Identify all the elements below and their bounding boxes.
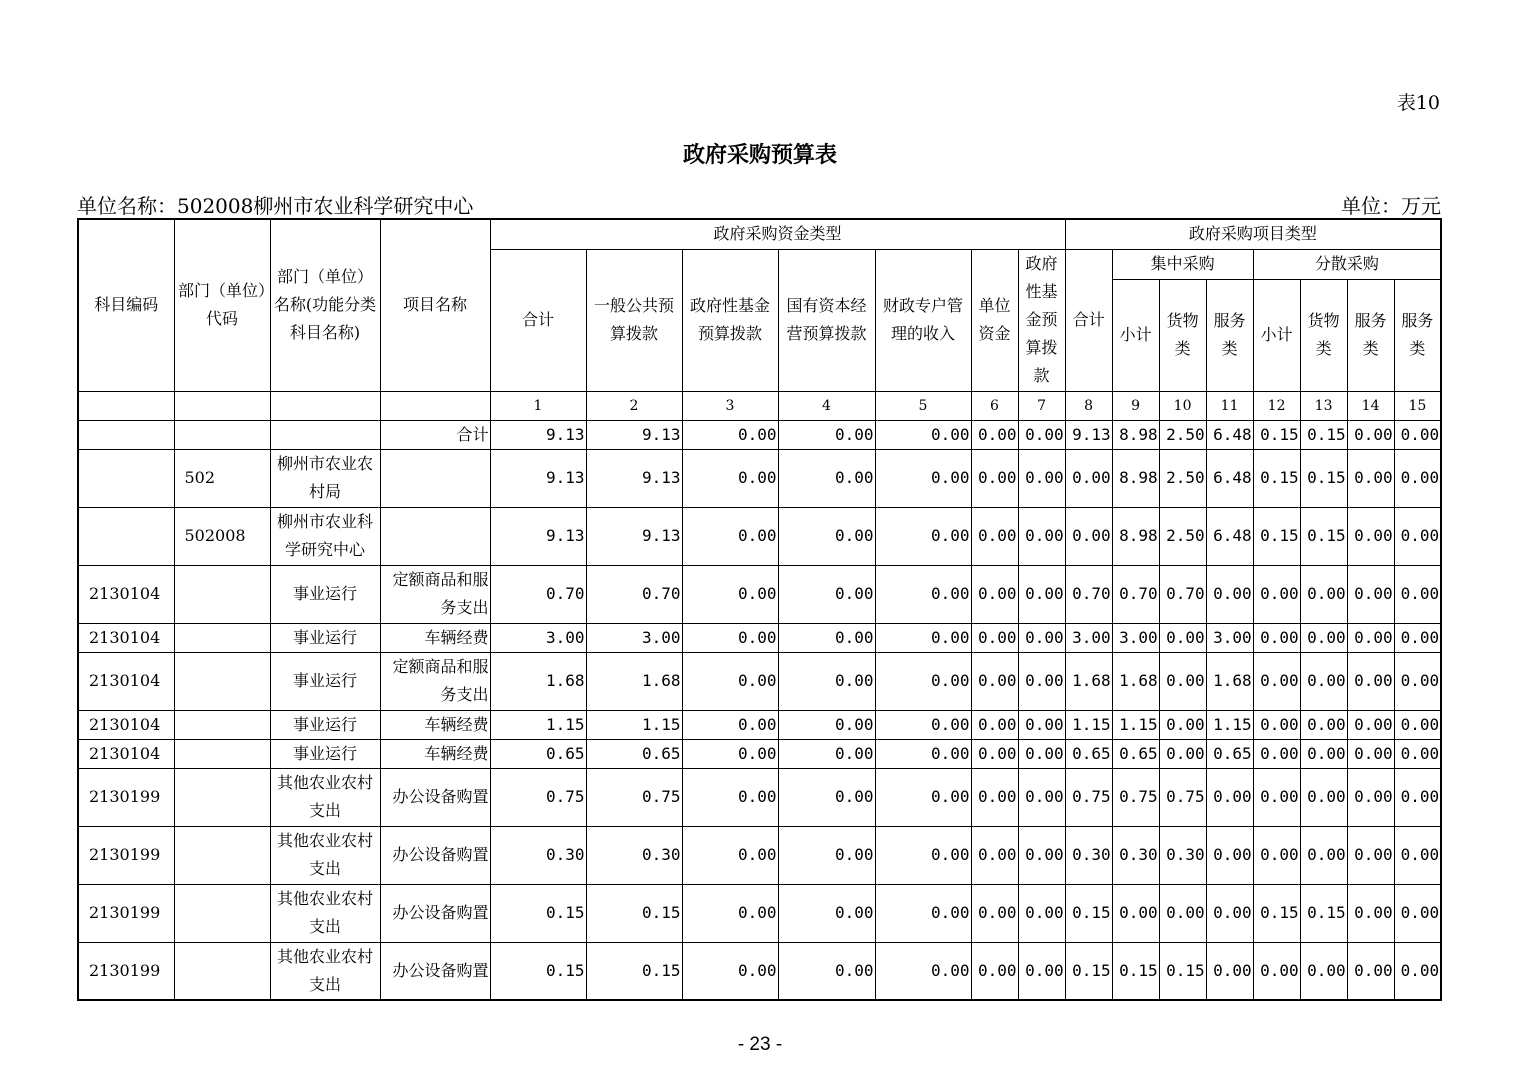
column-number: 2 — [586, 391, 682, 420]
cell-project-name — [380, 449, 490, 507]
cell-value: 0.15 — [1300, 507, 1347, 565]
cell-value: 0.00 — [1018, 710, 1065, 739]
cell-subject-code: 2130104 — [78, 652, 174, 710]
cell-value: 3.00 — [586, 623, 682, 652]
header-centralized-col: 货物类 — [1159, 279, 1206, 391]
cell-dept-name: 事业运行 — [270, 710, 380, 739]
cell-value: 0.00 — [875, 826, 971, 884]
column-number: 10 — [1159, 391, 1206, 420]
header-dept-name: 部门（单位）名称(功能分类科目名称) — [270, 219, 380, 391]
cell-value: 0.65 — [1065, 739, 1112, 768]
cell-value: 0.00 — [1159, 623, 1206, 652]
cell-value: 0.00 — [1347, 884, 1394, 942]
cell-value: 0.30 — [490, 826, 586, 884]
header-proj-total: 合计 — [1065, 249, 1112, 391]
cell-value: 0.00 — [971, 449, 1018, 507]
cell-value: 0.70 — [1065, 565, 1112, 623]
table-row — [78, 449, 1441, 507]
cell-value: 0.00 — [1159, 739, 1206, 768]
cell-value: 0.15 — [1112, 942, 1159, 1000]
cell-value: 1.68 — [1112, 652, 1159, 710]
cell-value: 0.15 — [1253, 420, 1300, 449]
cell-value: 2.50 — [1159, 420, 1206, 449]
cell-value: 0.00 — [778, 652, 875, 710]
header-centralized: 集中采购 — [1112, 249, 1253, 279]
cell-value: 0.00 — [1347, 449, 1394, 507]
cell-value: 0.00 — [1018, 420, 1065, 449]
cell-value: 0.00 — [1018, 652, 1065, 710]
cell-value: 0.75 — [1112, 768, 1159, 826]
cell-value: 0.00 — [1394, 739, 1441, 768]
cell-dept-code — [174, 826, 270, 884]
cell-value: 0.00 — [1394, 942, 1441, 1000]
cell-value: 0.15 — [1300, 449, 1347, 507]
cell-project-name: 合计 — [380, 420, 490, 449]
cell-value: 8.98 — [1112, 420, 1159, 449]
column-number: 1 — [490, 391, 586, 420]
cell-value: 1.15 — [1206, 710, 1253, 739]
cell-value: 9.13 — [586, 420, 682, 449]
cell-value: 9.13 — [490, 507, 586, 565]
cell-value: 0.15 — [1300, 884, 1347, 942]
cell-value: 0.00 — [682, 826, 778, 884]
cell-dept-name: 其他农业农村支出 — [270, 768, 380, 826]
cell-value: 0.00 — [1253, 739, 1300, 768]
cell-value: 3.00 — [1206, 623, 1253, 652]
cell-value: 0.00 — [971, 652, 1018, 710]
cell-value: 0.00 — [1347, 565, 1394, 623]
cell-value: 0.00 — [1300, 710, 1347, 739]
cell-value: 0.00 — [1253, 942, 1300, 1000]
cell-dept-code — [174, 652, 270, 710]
cell-value: 0.00 — [682, 884, 778, 942]
unit-row — [77, 190, 1441, 216]
cell-value: 0.70 — [1112, 565, 1159, 623]
cell-dept-code — [174, 710, 270, 739]
cell-value: 0.00 — [1018, 739, 1065, 768]
cell-value: 0.15 — [1065, 942, 1112, 1000]
cell-value: 0.00 — [1018, 942, 1065, 1000]
cell-value: 0.00 — [1347, 710, 1394, 739]
cell-value: 0.00 — [778, 884, 875, 942]
cell-value: 0.00 — [1347, 507, 1394, 565]
cell-value: 0.00 — [1347, 623, 1394, 652]
cell-value: 0.00 — [778, 739, 875, 768]
cell-dept-code — [174, 884, 270, 942]
cell-value: 9.13 — [490, 420, 586, 449]
cell-value: 9.13 — [1065, 420, 1112, 449]
cell-value: 0.70 — [586, 565, 682, 623]
cell-dept-name: 其他农业农村支出 — [270, 826, 380, 884]
column-number: 12 — [1253, 391, 1300, 420]
column-number: 13 — [1300, 391, 1347, 420]
header-decentralized-col: 货物类 — [1300, 279, 1347, 391]
cell-value: 0.00 — [1018, 565, 1065, 623]
cell-value: 0.00 — [1253, 623, 1300, 652]
cell-project-name — [380, 507, 490, 565]
cell-value: 0.00 — [1018, 884, 1065, 942]
cell-value: 0.00 — [1394, 565, 1441, 623]
cell-value: 3.00 — [1112, 623, 1159, 652]
column-number: 7 — [1018, 391, 1065, 420]
cell-value: 3.00 — [490, 623, 586, 652]
cell-value: 0.30 — [1159, 826, 1206, 884]
header-fund-col: 财政专户管理的收入 — [875, 249, 971, 391]
cell-value: 0.00 — [1065, 449, 1112, 507]
cell-value: 0.00 — [875, 652, 971, 710]
cell-value: 0.75 — [586, 768, 682, 826]
table-row — [78, 739, 1441, 768]
header-decentralized: 分散采购 — [1253, 249, 1441, 279]
cell-value: 0.65 — [1112, 739, 1159, 768]
cell-value: 0.00 — [1347, 768, 1394, 826]
cell-value: 0.00 — [682, 652, 778, 710]
cell-dept-name: 事业运行 — [270, 565, 380, 623]
column-number: 9 — [1112, 391, 1159, 420]
cell-value: 0.00 — [1300, 739, 1347, 768]
cell-value: 3.00 — [1065, 623, 1112, 652]
cell-project-name: 定额商品和服务支出 — [380, 652, 490, 710]
cell-dept-name: 其他农业农村支出 — [270, 884, 380, 942]
header-fund-col: 政府性基金预算拨款 — [682, 249, 778, 391]
header-fund-col: 单位资金 — [971, 249, 1018, 391]
cell-value: 0.00 — [1159, 710, 1206, 739]
cell-project-name: 车辆经费 — [380, 623, 490, 652]
table-row — [78, 768, 1441, 826]
cell-value: 0.00 — [971, 768, 1018, 826]
cell-project-name: 定额商品和服务支出 — [380, 565, 490, 623]
cell-value: 0.00 — [682, 449, 778, 507]
cell-value: 0.00 — [875, 507, 971, 565]
cell-value: 1.68 — [1065, 652, 1112, 710]
header-project-name: 项目名称 — [380, 219, 490, 391]
cell-value: 0.00 — [1347, 826, 1394, 884]
column-number: 3 — [682, 391, 778, 420]
cell-value: 0.00 — [1300, 826, 1347, 884]
cell-dept-code: 502008 — [174, 507, 270, 565]
cell-dept-name: 其他农业农村支出 — [270, 942, 380, 1000]
cell-value: 0.00 — [1394, 884, 1441, 942]
cell-dept-name: 柳州市农业农村局 — [270, 449, 380, 507]
cell-value: 0.00 — [1300, 942, 1347, 1000]
header-decentralized-col: 服务类 — [1394, 279, 1441, 391]
cell-value: 9.13 — [490, 449, 586, 507]
cell-value: 0.00 — [875, 710, 971, 739]
cell-value: 1.15 — [1065, 710, 1112, 739]
cell-subject-code: 2130199 — [78, 768, 174, 826]
cell-dept-name: 柳州市农业科学研究中心 — [270, 507, 380, 565]
cell-value: 0.00 — [1347, 942, 1394, 1000]
cell-subject-code: 2130104 — [78, 739, 174, 768]
column-number: 15 — [1394, 391, 1441, 420]
cell-value: 0.00 — [1253, 565, 1300, 623]
cell-dept-code — [174, 420, 270, 449]
header-dept-code: 部门（单位）代码 — [174, 219, 270, 391]
cell-value: 0.00 — [1206, 942, 1253, 1000]
cell-value: 8.98 — [1112, 507, 1159, 565]
table-row — [78, 623, 1441, 652]
cell-value: 0.00 — [682, 623, 778, 652]
cell-subject-code: 2130104 — [78, 710, 174, 739]
cell-value: 0.00 — [682, 739, 778, 768]
cell-value: 0.15 — [1300, 420, 1347, 449]
cell-value: 0.00 — [1018, 507, 1065, 565]
header-fund-col: 国有资本经营预算拨款 — [778, 249, 875, 391]
cell-value: 6.48 — [1206, 449, 1253, 507]
cell-value: 0.00 — [971, 710, 1018, 739]
cell-value: 0.15 — [586, 942, 682, 1000]
cell-value: 0.00 — [682, 942, 778, 1000]
cell-subject-code — [78, 420, 174, 449]
cell-value: 0.00 — [682, 565, 778, 623]
cell-value: 0.00 — [1394, 768, 1441, 826]
cell-value: 1.15 — [586, 710, 682, 739]
cell-value: 0.15 — [1159, 942, 1206, 1000]
procurement-budget-table — [77, 218, 1442, 1001]
cell-dept-name: 事业运行 — [270, 739, 380, 768]
header-centralized-col: 服务类 — [1206, 279, 1253, 391]
cell-value: 0.00 — [682, 768, 778, 826]
cell-value: 0.00 — [778, 942, 875, 1000]
column-number: 6 — [971, 391, 1018, 420]
cell-subject-code: 2130104 — [78, 565, 174, 623]
cell-value: 0.00 — [1300, 768, 1347, 826]
cell-value: 1.15 — [1112, 710, 1159, 739]
cell-value: 0.30 — [1112, 826, 1159, 884]
cell-value: 0.15 — [1065, 884, 1112, 942]
cell-value: 0.00 — [875, 768, 971, 826]
cell-value: 0.00 — [682, 420, 778, 449]
column-number: 14 — [1347, 391, 1394, 420]
table-row — [78, 826, 1441, 884]
cell-dept-name: 事业运行 — [270, 652, 380, 710]
cell-value: 0.00 — [1159, 652, 1206, 710]
cell-value: 0.00 — [875, 884, 971, 942]
cell-value: 0.00 — [1018, 768, 1065, 826]
cell-subject-code: 2130199 — [78, 942, 174, 1000]
cell-value: 0.00 — [778, 565, 875, 623]
page-number: - 23 - — [737, 1034, 783, 1055]
cell-value: 1.68 — [586, 652, 682, 710]
cell-value: 0.00 — [778, 623, 875, 652]
cell-value: 6.48 — [1206, 420, 1253, 449]
cell-value: 0.00 — [875, 565, 971, 623]
cell-project-name: 办公设备购置 — [380, 768, 490, 826]
cell-value: 0.30 — [1065, 826, 1112, 884]
cell-value: 0.65 — [490, 739, 586, 768]
cell-value: 0.00 — [682, 710, 778, 739]
cell-value: 0.15 — [1253, 507, 1300, 565]
cell-value: 0.00 — [875, 623, 971, 652]
cell-value: 1.68 — [1206, 652, 1253, 710]
unit-label: 单位：万元 — [1341, 194, 1441, 218]
cell-value: 0.00 — [1394, 623, 1441, 652]
cell-value: 0.65 — [1206, 739, 1253, 768]
cell-value: 0.00 — [875, 449, 971, 507]
cell-value: 0.00 — [1253, 826, 1300, 884]
header-fund-col: 一般公共预算拨款 — [586, 249, 682, 391]
cell-value: 0.00 — [778, 710, 875, 739]
cell-value: 0.00 — [1394, 507, 1441, 565]
cell-dept-code — [174, 623, 270, 652]
cell-value: 0.65 — [586, 739, 682, 768]
cell-value: 0.00 — [1300, 623, 1347, 652]
cell-value: 0.00 — [971, 623, 1018, 652]
cell-value: 0.15 — [586, 884, 682, 942]
cell-value: 0.00 — [971, 420, 1018, 449]
cell-value: 0.00 — [1018, 449, 1065, 507]
cell-dept-name — [270, 420, 380, 449]
table-row — [78, 710, 1441, 739]
table-row — [78, 507, 1441, 565]
cell-value: 0.00 — [1394, 420, 1441, 449]
cell-value: 0.15 — [490, 884, 586, 942]
cell-value: 0.70 — [1159, 565, 1206, 623]
cell-dept-code — [174, 942, 270, 1000]
unit-name: 单位名称：502008柳州市农业科学研究中心 — [77, 194, 474, 218]
cell-project-name: 车辆经费 — [380, 739, 490, 768]
cell-value: 8.98 — [1112, 449, 1159, 507]
cell-value: 2.50 — [1159, 507, 1206, 565]
cell-value: 0.00 — [1300, 565, 1347, 623]
cell-subject-code: 2130199 — [78, 826, 174, 884]
cell-subject-code: 2130104 — [78, 623, 174, 652]
cell-value: 9.13 — [586, 507, 682, 565]
cell-value: 0.00 — [1206, 565, 1253, 623]
cell-value: 0.70 — [490, 565, 586, 623]
cell-value: 0.00 — [1206, 826, 1253, 884]
cell-dept-code — [174, 739, 270, 768]
cell-value: 0.00 — [778, 768, 875, 826]
column-number: 5 — [875, 391, 971, 420]
header-decentralized-col: 服务类 — [1347, 279, 1394, 391]
cell-dept-code: 502 — [174, 449, 270, 507]
cell-value: 9.13 — [586, 449, 682, 507]
cell-project-name: 办公设备购置 — [380, 884, 490, 942]
table-number: 表10 — [1396, 92, 1440, 114]
cell-value: 0.00 — [1018, 826, 1065, 884]
cell-value: 0.00 — [971, 565, 1018, 623]
cell-value: 1.68 — [490, 652, 586, 710]
cell-value: 0.00 — [1253, 710, 1300, 739]
cell-value: 0.00 — [1253, 652, 1300, 710]
cell-value: 1.15 — [490, 710, 586, 739]
table-row — [78, 565, 1441, 623]
cell-dept-code — [174, 768, 270, 826]
table-row — [78, 942, 1441, 1000]
header-subject-code: 科目编码 — [78, 219, 174, 391]
table-row — [78, 652, 1441, 710]
table-row — [78, 884, 1441, 942]
cell-project-name: 车辆经费 — [380, 710, 490, 739]
column-number: 8 — [1065, 391, 1112, 420]
table-row — [78, 420, 1441, 449]
cell-value: 0.00 — [971, 826, 1018, 884]
cell-value: 0.00 — [1394, 826, 1441, 884]
cell-value: 0.00 — [971, 884, 1018, 942]
column-number: 11 — [1206, 391, 1253, 420]
cell-value: 2.50 — [1159, 449, 1206, 507]
cell-project-name: 办公设备购置 — [380, 826, 490, 884]
cell-value: 0.00 — [778, 826, 875, 884]
cell-value: 0.00 — [1394, 710, 1441, 739]
cell-value: 0.00 — [1347, 420, 1394, 449]
cell-value: 0.00 — [1394, 652, 1441, 710]
cell-value: 0.00 — [1300, 652, 1347, 710]
page-title: 政府采购预算表 — [682, 142, 837, 168]
cell-value: 0.00 — [682, 507, 778, 565]
cell-value: 0.00 — [778, 420, 875, 449]
header-fund-type: 政府采购资金类型 — [490, 219, 1065, 249]
cell-value: 0.00 — [1206, 768, 1253, 826]
cell-value: 0.15 — [1253, 884, 1300, 942]
cell-value: 0.15 — [1253, 449, 1300, 507]
cell-value: 0.75 — [1065, 768, 1112, 826]
cell-subject-code — [78, 449, 174, 507]
cell-dept-code — [174, 565, 270, 623]
cell-value: 0.00 — [1065, 507, 1112, 565]
cell-value: 0.00 — [875, 739, 971, 768]
cell-value: 0.00 — [1159, 884, 1206, 942]
cell-value: 0.00 — [971, 507, 1018, 565]
cell-value: 0.00 — [778, 507, 875, 565]
cell-value: 0.00 — [875, 942, 971, 1000]
cell-value: 0.00 — [778, 449, 875, 507]
cell-dept-name: 事业运行 — [270, 623, 380, 652]
header-centralized-col: 小计 — [1112, 279, 1159, 391]
cell-value: 0.00 — [875, 420, 971, 449]
cell-value: 0.00 — [971, 942, 1018, 1000]
cell-subject-code — [78, 507, 174, 565]
cell-value: 0.00 — [1206, 884, 1253, 942]
cell-value: 0.00 — [1347, 652, 1394, 710]
header-fund-col: 政府性基金预算拨款 — [1018, 249, 1065, 391]
cell-value: 0.00 — [1253, 768, 1300, 826]
header-fund-col: 合计 — [490, 249, 586, 391]
cell-value: 0.00 — [971, 739, 1018, 768]
cell-value: 0.15 — [490, 942, 586, 1000]
cell-value: 0.75 — [1159, 768, 1206, 826]
header-decentralized-col: 小计 — [1253, 279, 1300, 391]
cell-project-name: 办公设备购置 — [380, 942, 490, 1000]
cell-value: 0.00 — [1112, 884, 1159, 942]
cell-value: 6.48 — [1206, 507, 1253, 565]
cell-value: 0.75 — [490, 768, 586, 826]
cell-value: 0.00 — [1018, 623, 1065, 652]
cell-value: 0.30 — [586, 826, 682, 884]
column-number: 4 — [778, 391, 875, 420]
header-project-type: 政府采购项目类型 — [1065, 219, 1441, 249]
cell-value: 0.00 — [1347, 739, 1394, 768]
cell-value: 0.00 — [1394, 449, 1441, 507]
cell-subject-code: 2130199 — [78, 884, 174, 942]
